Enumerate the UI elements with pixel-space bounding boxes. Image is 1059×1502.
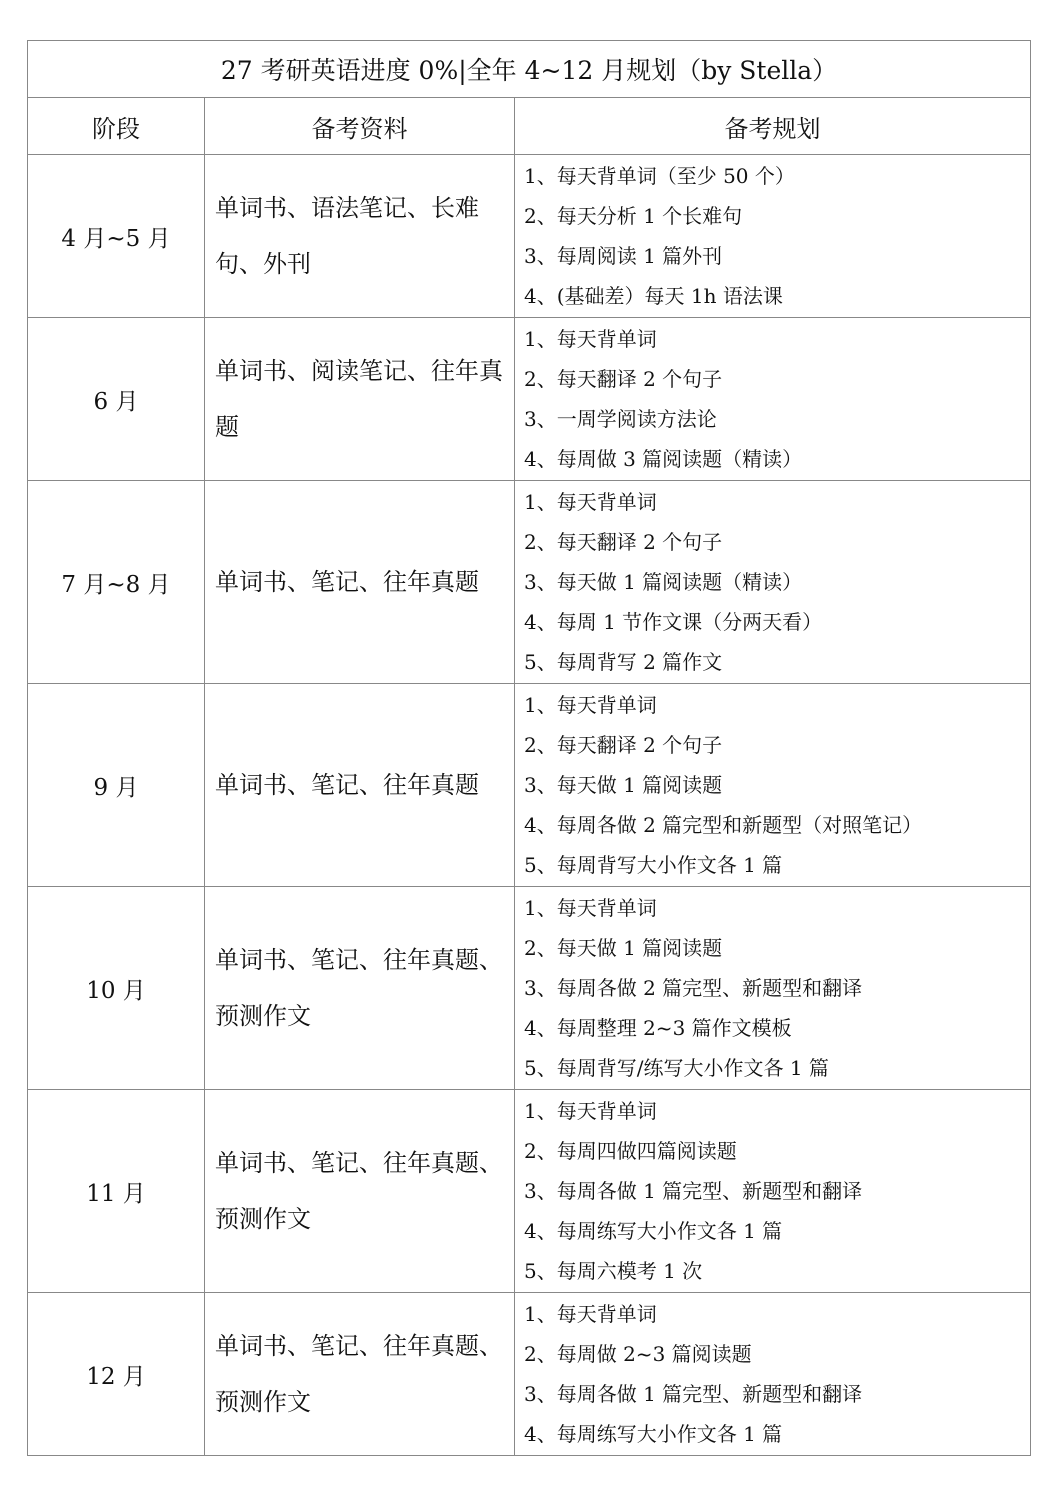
plan-item: 4、每周整理 2~3 篇作文模板 [524,1016,792,1040]
plan-item: 3、每周各做 2 篇完型、新题型和翻译 [524,976,863,1000]
plan-item: 4、(基础差）每天 1h 语法课 [524,284,783,308]
plan-item: 1、每天背单词 [524,490,657,514]
materials-cell: 单词书、笔记、往年真题、预测作文 [205,1090,515,1293]
phase-cell: 9 月 [28,684,205,887]
plan-cell [515,684,1031,887]
header-row [28,98,1031,155]
plan-item: 2、每天做 1 篇阅读题 [524,936,723,960]
plan-cell [515,481,1031,684]
page-title: 27 考研英语进度 0%|全年 4~12 月规划（by Stella） [28,41,1031,98]
table-row [28,318,1031,481]
table-row [28,887,1031,1090]
plan-item: 2、每周做 2~3 篇阅读题 [524,1342,752,1366]
materials-cell: 单词书、笔记、往年真题 [205,481,515,684]
plan-item: 1、每天背单词 [524,327,657,351]
plan-item: 3、每周各做 1 篇完型、新题型和翻译 [524,1382,863,1406]
plan-item: 5、每周背写 2 篇作文 [524,650,723,674]
plan-item: 3、每周各做 1 篇完型、新题型和翻译 [524,1179,863,1203]
materials-cell: 单词书、笔记、往年真题 [205,684,515,887]
plan-cell [515,155,1031,318]
plan-cell [515,1293,1031,1456]
title-row [28,41,1031,98]
table-row [28,1090,1031,1293]
materials-cell: 单词书、阅读笔记、往年真题 [205,318,515,481]
plan-item: 4、每周练写大小作文各 1 篇 [524,1422,783,1446]
phase-cell: 4 月~5 月 [28,155,205,318]
table-row [28,481,1031,684]
header-materials: 备考资料 [205,98,515,155]
plan-item: 4、每周做 3 篇阅读题（精读） [524,447,803,471]
plan-cell [515,887,1031,1090]
phase-cell: 10 月 [28,887,205,1090]
plan-item: 1、每天背单词 [524,1302,657,1326]
plan-item: 1、每天背单词 [524,693,657,717]
phase-cell: 11 月 [28,1090,205,1293]
plan-item: 2、每周四做四篇阅读题 [524,1139,737,1163]
plan-cell [515,318,1031,481]
plan-item: 3、一周学阅读方法论 [524,407,717,431]
plan-item: 4、每周 1 节作文课（分两天看） [524,610,823,634]
plan-item: 3、每天做 1 篇阅读题 [524,773,723,797]
table-row [28,1293,1031,1456]
plan-item: 5、每周六模考 1 次 [524,1259,703,1283]
phase-cell: 7 月~8 月 [28,481,205,684]
plan-item: 2、每天翻译 2 个句子 [524,530,723,554]
plan-item: 3、每天做 1 篇阅读题（精读） [524,570,803,594]
plan-item: 4、每周练写大小作文各 1 篇 [524,1219,783,1243]
plan-item: 1、每天背单词（至少 50 个） [524,164,795,188]
plan-item: 3、每周阅读 1 篇外刊 [524,244,723,268]
phase-cell: 6 月 [28,318,205,481]
phase-cell: 12 月 [28,1293,205,1456]
table-row [28,684,1031,887]
table-row [28,155,1031,318]
plan-item: 1、每天背单词 [524,1099,657,1123]
header-phase: 阶段 [28,98,205,155]
plan-item: 1、每天背单词 [524,896,657,920]
plan-item: 2、每天翻译 2 个句子 [524,367,723,391]
plan-item: 2、每天分析 1 个长难句 [524,204,743,228]
plan-item: 2、每天翻译 2 个句子 [524,733,723,757]
plan-table [27,40,1031,1456]
plan-item: 4、每周各做 2 篇完型和新题型（对照笔记） [524,813,923,837]
plan-item: 5、每周背写大小作文各 1 篇 [524,853,783,877]
plan-item: 5、每周背写/练写大小作文各 1 篇 [524,1056,829,1080]
materials-cell: 单词书、笔记、往年真题、预测作文 [205,887,515,1090]
plan-cell [515,1090,1031,1293]
header-plan: 备考规划 [515,98,1031,155]
materials-cell: 单词书、语法笔记、长难句、外刊 [205,155,515,318]
materials-cell: 单词书、笔记、往年真题、预测作文 [205,1293,515,1456]
